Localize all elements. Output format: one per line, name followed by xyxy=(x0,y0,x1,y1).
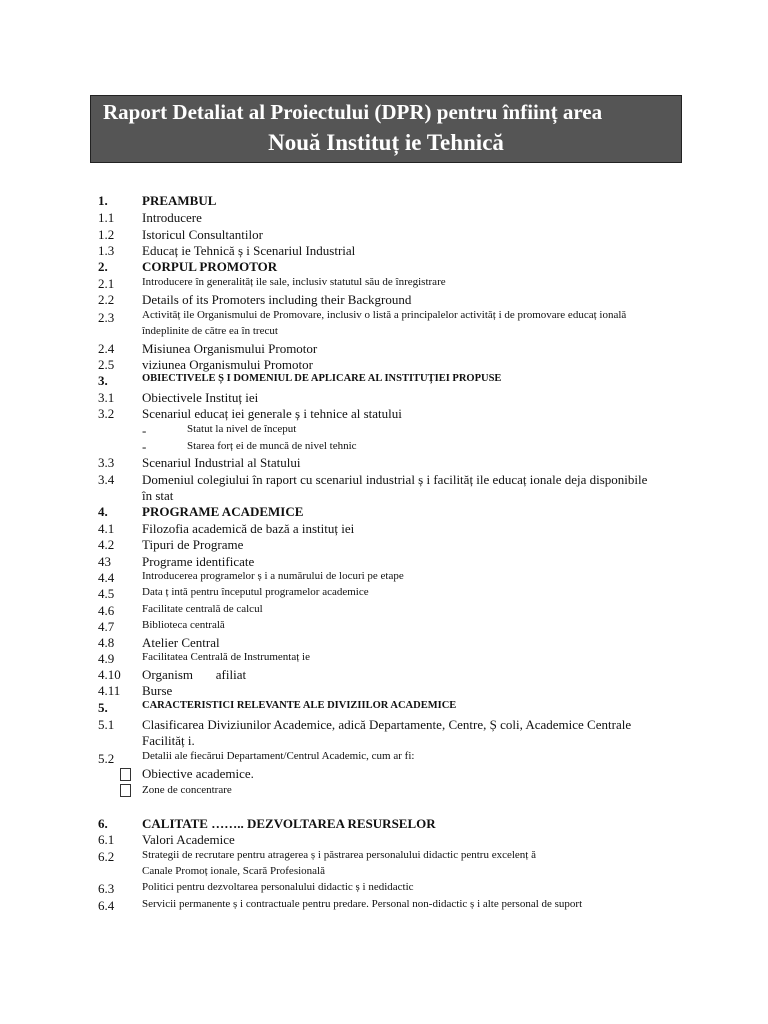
toc-number: 4.2 xyxy=(98,537,115,552)
toc-number: 5.1 xyxy=(98,717,115,732)
toc-number: 6. xyxy=(98,816,108,831)
toc-number: 6.3 xyxy=(98,881,115,896)
toc-number: 2.1 xyxy=(98,276,115,291)
toc-text: Educaț ie Tehnică ș i Scenariul Industrial xyxy=(142,243,356,258)
toc-text: Introducere xyxy=(142,210,202,225)
toc-text: Details of its Promoters including their Background xyxy=(142,292,412,307)
toc-number: 3.3 xyxy=(98,455,115,470)
toc-text: Introducerea programelor ș i a numărului de locuri pe etape xyxy=(142,570,404,582)
toc-number: 43 xyxy=(98,554,111,569)
toc-subitem: Statut la nivel de început xyxy=(187,423,297,435)
toc-heading: CORPUL PROMOTOR xyxy=(142,259,278,274)
toc-text: Programe identificate xyxy=(142,554,255,569)
toc-text-continuation: în stat xyxy=(142,488,174,503)
toc-number: 5.2 xyxy=(98,751,115,766)
toc-text: Scenariul Industrial al Statului xyxy=(142,455,301,470)
toc-number: 4. xyxy=(98,504,108,519)
toc-number: 3. xyxy=(98,373,108,388)
toc-number: 4.7 xyxy=(98,619,115,634)
toc-number: 1.3 xyxy=(98,243,115,258)
toc-heading: OBIECTIVELE Ș I DOMENIUL DE APLICARE AL INSTITUȚIEI PROPUSE xyxy=(142,373,502,384)
toc-text: Activităț ile Organismului de Promovare, inclusiv o listă a principalelor activităț i de promovare educaț ională xyxy=(142,309,627,321)
toc-number: 3.2 xyxy=(98,406,115,421)
toc-number: 4.10 xyxy=(98,667,121,682)
toc-number: 1.2 xyxy=(98,227,115,242)
dash-bullet: - xyxy=(142,439,147,454)
toc-subitem: Starea forț ei de muncă de nivel tehnic xyxy=(187,440,357,452)
checkbox-bullet-icon xyxy=(120,768,131,781)
toc-text: Filozofia academică de bază a instituț iei xyxy=(142,521,355,536)
toc-number: 4.5 xyxy=(98,586,115,601)
toc-bullet-text: Obiective academice. xyxy=(142,766,254,781)
toc-text: Domeniul colegiului în raport cu scenariul industrial ș i facilităț ile educaț ionale deja disponibile xyxy=(142,472,648,487)
toc-text: Biblioteca centrală xyxy=(142,619,225,631)
toc-number: 3.1 xyxy=(98,390,115,405)
toc-text-continuation: Canale Promoț ionale, Scară Profesională xyxy=(142,865,325,877)
toc-text: Tipuri de Programe xyxy=(142,537,244,552)
document-title-banner xyxy=(90,95,682,163)
document-title-line1: Raport Detaliat al Proiectului (DPR) pentru înființ area xyxy=(103,100,603,124)
toc-text: Introducere în generalităț ile sale, inclusiv statutul său de înregistrare xyxy=(142,276,446,288)
toc-text: Valori Academice xyxy=(142,832,235,847)
toc-heading: PREAMBUL xyxy=(142,193,217,208)
toc-text: Organism afiliat xyxy=(142,667,247,682)
toc-heading: PROGRAME ACADEMICE xyxy=(142,504,304,519)
toc-number: 5. xyxy=(98,700,108,715)
toc-text-continuation: Facilităț i. xyxy=(142,733,195,748)
toc-number: 2.3 xyxy=(98,310,115,325)
toc-text: Strategii de recrutare pentru atragerea ș i păstrarea personalului didactic pentru excelenț ă xyxy=(142,849,536,861)
toc-number: 1.1 xyxy=(98,210,115,225)
checkbox-bullet-icon xyxy=(120,784,131,797)
toc-number: 6.2 xyxy=(98,849,115,864)
toc-text: Istoricul Consultantilor xyxy=(142,227,263,242)
toc-number: 2. xyxy=(98,259,108,274)
toc-number: 4.8 xyxy=(98,635,115,650)
toc-text: Facilitatea Centrală de Instrumentaț ie xyxy=(142,651,310,663)
toc-text: Obiectivele Instituț iei xyxy=(142,390,259,405)
toc-text: Scenariul educaț iei generale ș i tehnice al statului xyxy=(142,406,402,421)
toc-text: Data ț intă pentru începutul programelor academice xyxy=(142,586,369,598)
toc-number: 2.5 xyxy=(98,357,115,372)
dash-bullet: - xyxy=(142,423,147,438)
toc-text: Politici pentru dezvoltarea personalului didactic ș i nedidactic xyxy=(142,881,414,893)
toc-number: 2.4 xyxy=(98,341,115,356)
toc-number: 1. xyxy=(98,193,108,208)
toc-text: viziunea Organismului Promotor xyxy=(142,357,313,372)
toc-heading: CALITATE …….. DEZVOLTAREA RESURSELOR xyxy=(142,816,436,831)
toc-number: 6.1 xyxy=(98,832,115,847)
toc-number: 4.9 xyxy=(98,651,115,666)
toc-number: 6.4 xyxy=(98,898,115,913)
toc-text-continuation: îndeplinite de către ea în trecut xyxy=(142,325,278,337)
toc-text: Servicii permanente ș i contractuale pentru predare. Personal non-didactic ș i alte personal de suport xyxy=(142,898,583,910)
toc-number: 2.2 xyxy=(98,292,115,307)
toc-heading: CARACTERISTICI RELEVANTE ALE DIVIZIILOR ACADEMICE xyxy=(142,700,457,711)
toc-number: 4.1 xyxy=(98,521,115,536)
toc-bullet-text: Zone de concentrare xyxy=(142,784,232,796)
toc-text: Atelier Central xyxy=(142,635,220,650)
toc-number: 4.6 xyxy=(98,603,115,618)
toc-text: Misiunea Organismului Promotor xyxy=(142,341,318,356)
toc-text: Clasificarea Diviziunilor Academice, adică Departamente, Centre, Ș coli, Academice Centrale xyxy=(142,717,632,732)
toc-text: Facilitate centrală de calcul xyxy=(142,603,263,615)
toc-text: Detalii ale fiecărui Departament/Centrul Academic, cum ar fi: xyxy=(142,750,415,762)
toc-text: Burse xyxy=(142,683,173,698)
toc-number: 4.11 xyxy=(98,683,121,698)
toc-number: 3.4 xyxy=(98,472,115,487)
document-title-line2: Nouă Instituț ie Tehnică xyxy=(268,130,504,155)
toc-number: 4.4 xyxy=(98,570,115,585)
